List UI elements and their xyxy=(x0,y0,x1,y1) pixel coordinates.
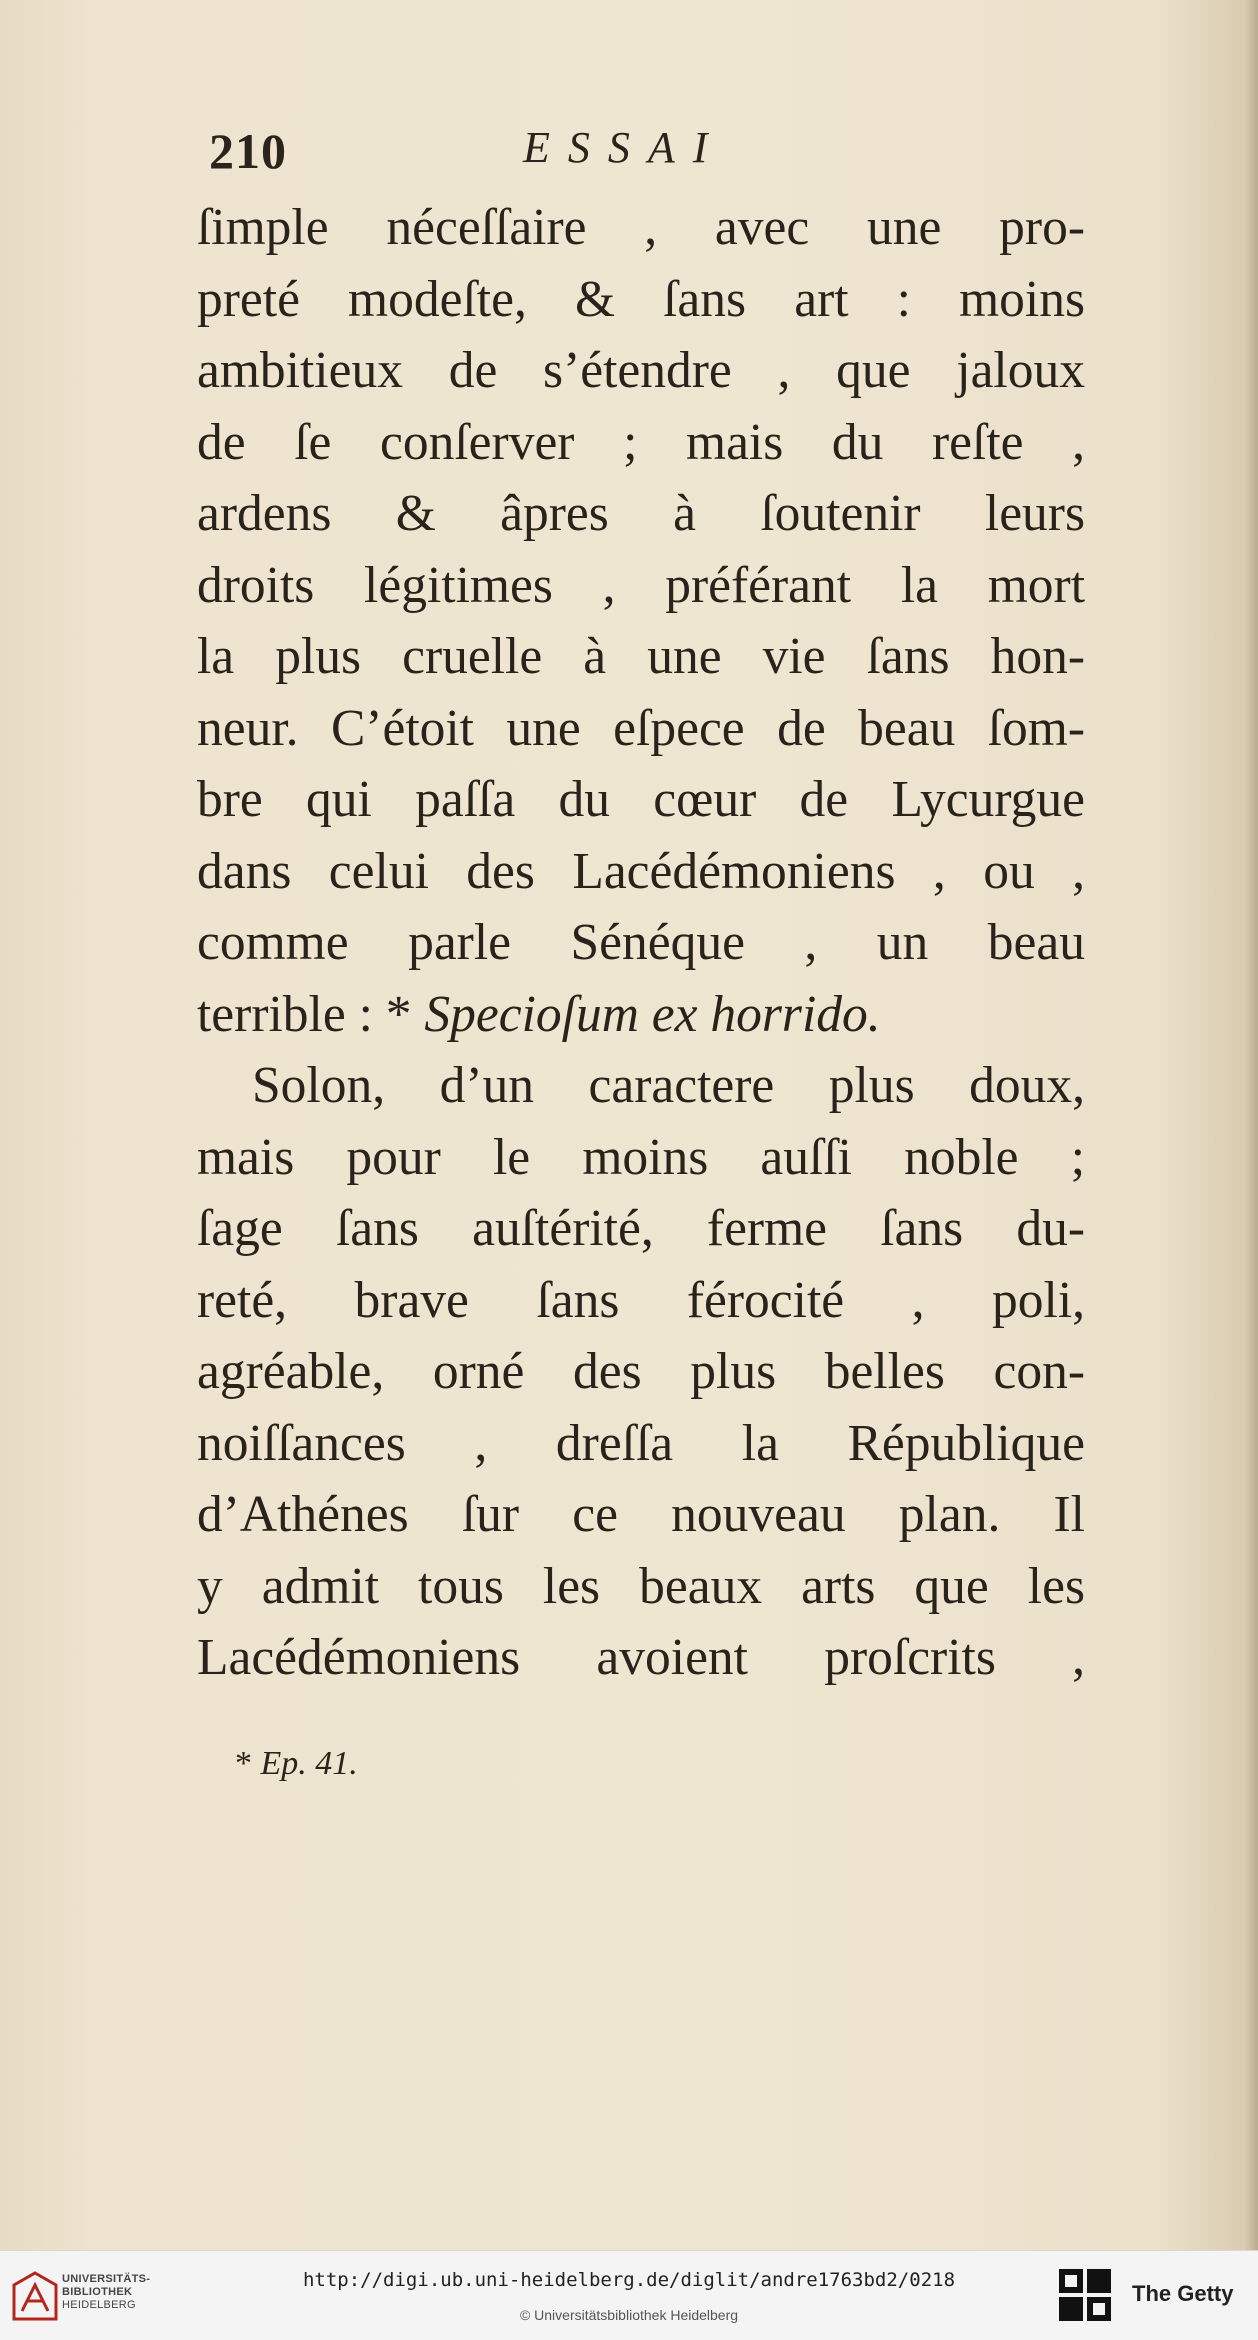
text-line: ardens & âpres à ſoutenir leurs xyxy=(197,485,1085,542)
text-line: y admit tous les beaux arts que les xyxy=(197,1557,1085,1615)
page-edge xyxy=(1244,0,1258,2250)
footnote-marker: * xyxy=(235,1745,261,1782)
text-line: comme parle Sénéque , un beau xyxy=(197,914,1085,971)
copyright-notice: © Universitätsbibliothek Heidelberg xyxy=(519,2307,739,2323)
text-line: dans celui des Lacédémoniens , ou , xyxy=(197,842,1085,900)
text-line: ſage ſans auſtérité, ferme ſans du- xyxy=(197,1200,1085,1257)
getty-logo-icon xyxy=(1057,2267,1113,2325)
page-number: 210 xyxy=(209,123,287,179)
text-line: ambitieux de s’étendre , que jaloux xyxy=(197,342,1085,399)
viewer-footer xyxy=(0,2250,1258,2340)
footnote-text: Ep. 41. xyxy=(260,1745,358,1782)
text-line: la plus cruelle à une vie ſans hon- xyxy=(197,628,1085,685)
running-head: ESSAI xyxy=(523,123,726,172)
page-header xyxy=(205,122,1085,182)
permalink-url[interactable]: http://digi.ub.uni-heidelberg.de/diglit/andre1763bd2/0218 xyxy=(302,2269,956,2291)
text-line: bre qui paſſa du cœur de Lycurgue xyxy=(197,771,1085,828)
library-name-line: HEIDELBERG xyxy=(62,2299,136,2311)
text-line: Solon, d’un caractere plus doux, xyxy=(252,1057,1085,1114)
text-line: preté modeſte, & ſans art : moins xyxy=(197,270,1085,328)
text-line: ſimple néceſſaire , avec une pro- xyxy=(197,199,1085,256)
text-line: mais pour le moins auſſi noble ; xyxy=(197,1128,1085,1186)
text-line: reté, brave ſans férocité , poli, xyxy=(197,1271,1085,1329)
text-line: neur. C’étoit une eſpece de beau ſom- xyxy=(197,699,1085,757)
text-line-with-citation xyxy=(197,979,1085,1051)
text-line: Lacédémoniens avoient proſcrits , xyxy=(197,1629,1085,1686)
footnote xyxy=(235,1745,358,1783)
text-line: d’Athénes ſur ce nouveau plan. Il xyxy=(197,1486,1085,1543)
latin-citation: Specioſum ex horrido. xyxy=(424,985,881,1043)
text-fragment: terrible : * xyxy=(197,985,425,1043)
partner-name: The Getty xyxy=(1132,2281,1234,2306)
library-name-line: UNIVERSITÄTS- xyxy=(62,2273,151,2285)
body-text xyxy=(197,192,1085,1694)
text-line: droits légitimes , préférant la mort xyxy=(197,556,1085,614)
text-line: noiſſances , dreſſa la République xyxy=(197,1414,1085,1472)
library-name-line: BIBLIOTHEK xyxy=(62,2286,133,2298)
text-line: agréable, orné des plus belles con- xyxy=(197,1343,1085,1400)
text-line: de ſe conſerver ; mais du reſte , xyxy=(197,413,1085,471)
